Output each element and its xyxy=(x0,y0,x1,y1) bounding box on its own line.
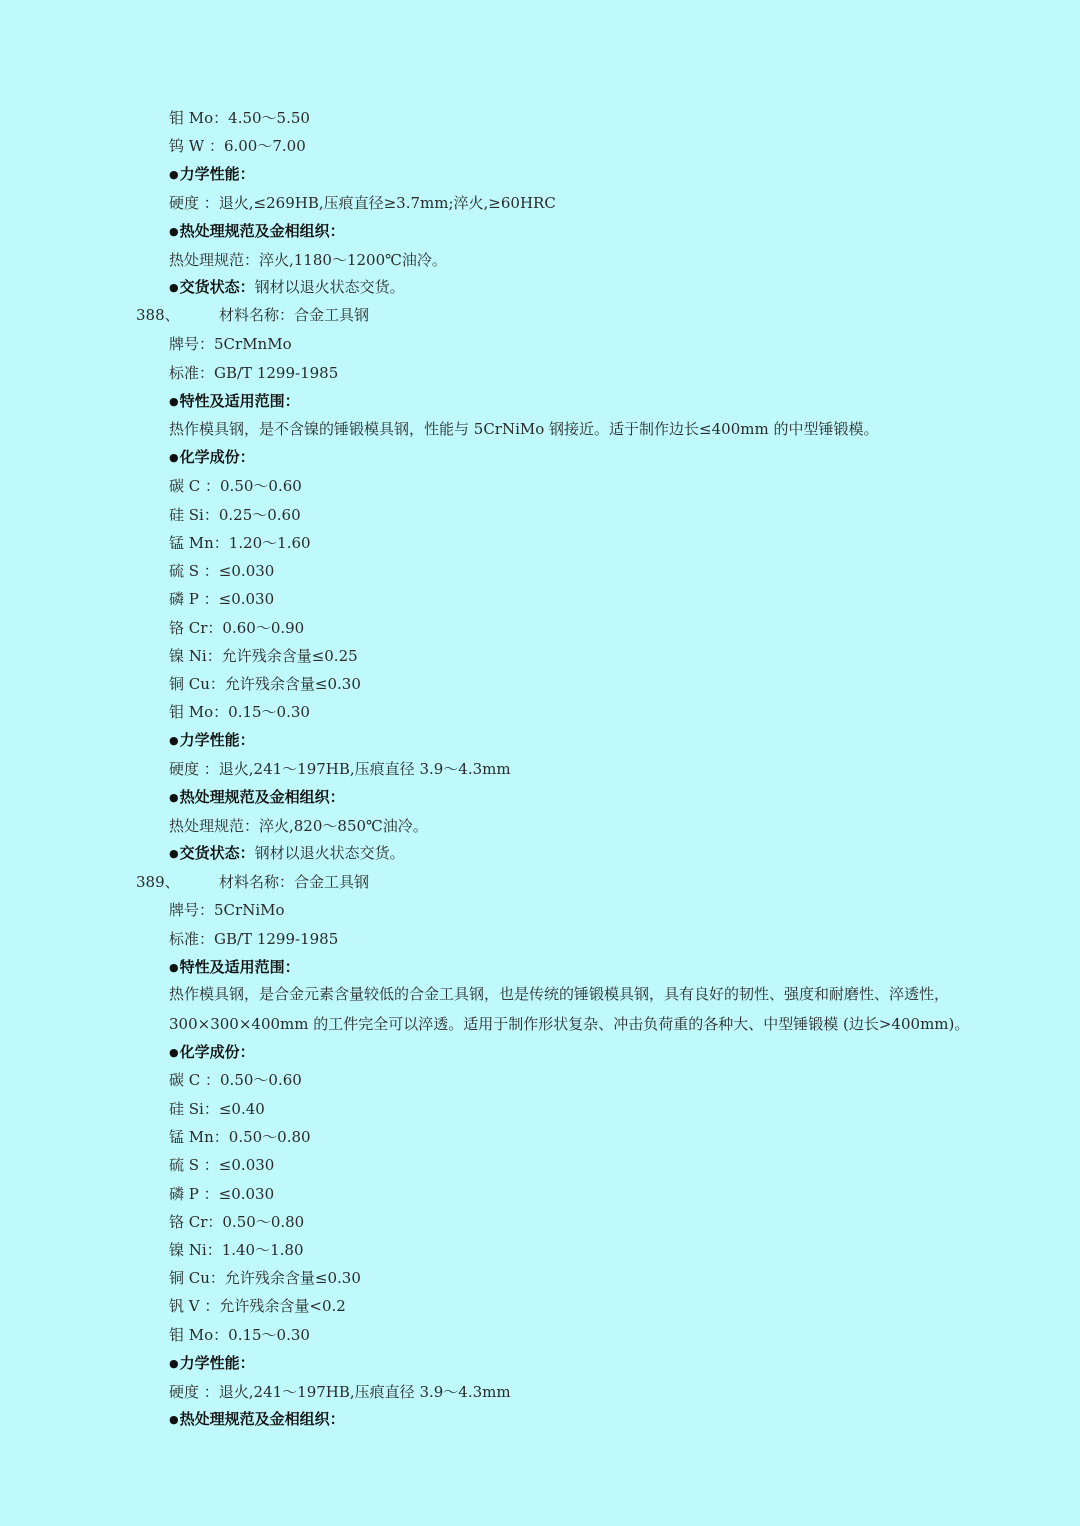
bullet-icon: ● xyxy=(169,168,179,181)
entry-389-grade: 牌号：5CrNiMo xyxy=(169,901,285,919)
chem-row: 硅 Si：0.25～0.60 xyxy=(169,506,301,524)
bullet-icon: ● xyxy=(169,734,179,747)
chem-row: 硫 S ：≤0.030 xyxy=(169,1156,275,1174)
chem-row: 镍 Ni：1.40～1.80 xyxy=(169,1241,304,1259)
heading-text: 化学成份： xyxy=(179,1043,255,1061)
top-w: 钨 W ：6.00～7.00 xyxy=(169,137,306,155)
top-mo: 钼 Mo：4.50～5.50 xyxy=(169,109,310,127)
chem-row: 铬 Cr：0.60～0.90 xyxy=(169,619,305,637)
chem-row: 铜 Cu：允许残余含量≤0.30 xyxy=(169,1269,361,1287)
chem-row: 碳 C ：0.50～0.60 xyxy=(169,477,302,495)
chem-row: 钒 V ：允许残余含量<0.2 xyxy=(169,1297,346,1315)
chem-row: 铬 Cr：0.50～0.80 xyxy=(169,1213,305,1231)
heading-text: 交货状态： xyxy=(179,278,255,296)
bullet-icon: ● xyxy=(169,1357,179,1370)
bullet-icon: ● xyxy=(169,1046,179,1059)
heading-text: 力学性能： xyxy=(179,731,255,749)
delivery-text: 钢材以退火状态交货。 xyxy=(254,278,405,296)
bullet-icon: ● xyxy=(169,281,179,294)
entry-388-mech-heading xyxy=(169,730,255,751)
entry-388-delivery xyxy=(169,843,405,864)
entry-388-feature-heading xyxy=(169,391,300,412)
chem-row: 硅 Si：≤0.40 xyxy=(169,1100,265,1118)
bullet-icon: ● xyxy=(169,451,179,464)
heading-text: 交货状态： xyxy=(179,844,255,862)
entry-389-mech-heading xyxy=(169,1353,255,1374)
entry-389-hardness: 硬度 ：退火,241～197HB,压痕直径 3.9～4.3mm xyxy=(169,1383,511,1401)
entry-389-feature-heading xyxy=(169,957,300,978)
heading-text: 热处理规范及金相组织： xyxy=(179,222,345,240)
heading-text: 热处理规范及金相组织： xyxy=(179,788,345,806)
entry-388-material: 材料名称：合金工具钢 xyxy=(219,306,370,324)
entry-389-standard: 标准：GB/T 1299-1985 xyxy=(169,930,339,948)
entry-389-feature-text-2: 300×300×400mm 的工件完全可以淬透。适用于制作形状复杂、冲击负荷重的各种大、中型锤锻模 (边长>400mm)。 xyxy=(169,1015,970,1033)
entry-388-heat-heading xyxy=(169,787,345,808)
top-mech-heading xyxy=(169,164,255,185)
heading-text: 力学性能： xyxy=(179,165,255,183)
entry-389-material: 材料名称：合金工具钢 xyxy=(219,873,370,891)
heading-text: 特性及适用范围： xyxy=(179,958,300,976)
entry-388-grade: 牌号：5CrMnMo xyxy=(169,335,292,353)
chem-row: 锰 Mn：1.20～1.60 xyxy=(169,534,311,552)
chem-row: 铜 Cu：允许残余含量≤0.30 xyxy=(169,675,361,693)
heading-text: 力学性能： xyxy=(179,1354,255,1372)
chem-row: 硫 S ：≤0.030 xyxy=(169,562,275,580)
bullet-icon: ● xyxy=(169,847,179,860)
entry-388-hardness: 硬度 ：退火,241～197HB,压痕直径 3.9～4.3mm xyxy=(169,760,511,778)
chem-row: 锰 Mn：0.50～0.80 xyxy=(169,1128,311,1146)
top-delivery xyxy=(169,277,405,298)
heading-text: 特性及适用范围： xyxy=(179,392,300,410)
chem-row: 钼 Mo：0.15～0.30 xyxy=(169,703,310,721)
chem-row: 磷 P ：≤0.030 xyxy=(169,590,275,608)
bullet-icon: ● xyxy=(169,791,179,804)
chem-row: 碳 C ：0.50～0.60 xyxy=(169,1071,302,1089)
entry-388-feature-text: 热作模具钢，是不含镍的锤锻模具钢，性能与 5CrNiMo 钢接近。适于制作边长≤400mm 的中型锤锻模。 xyxy=(169,420,879,438)
entry-389-feature-text-1: 热作模具钢，是合金元素含量较低的合金工具钢，也是传统的锤锻模具钢，具有良好的韧性、强度和耐磨性、淬透性， xyxy=(169,985,950,1003)
top-heat-heading xyxy=(169,221,345,242)
chem-row: 磷 P ：≤0.030 xyxy=(169,1185,275,1203)
entry-388-number: 388、 xyxy=(136,306,180,324)
entry-388-chem-heading xyxy=(169,447,255,468)
heading-text: 化学成份： xyxy=(179,448,255,466)
bullet-icon: ● xyxy=(169,395,179,408)
entry-388-standard: 标准：GB/T 1299-1985 xyxy=(169,364,339,382)
entry-389-chem-heading xyxy=(169,1042,255,1063)
delivery-text: 钢材以退火状态交货。 xyxy=(254,844,405,862)
chem-row: 镍 Ni：允许残余含量≤0.25 xyxy=(169,647,358,665)
entry-389-number: 389、 xyxy=(136,873,180,891)
bullet-icon: ● xyxy=(169,225,179,238)
bullet-icon: ● xyxy=(169,1413,179,1426)
top-hardness: 硬度 ：退火,≤269HB,压痕直径≥3.7mm;淬火,≥60HRC xyxy=(169,194,556,212)
top-heat: 热处理规范：淬火,1180～1200℃油冷。 xyxy=(169,251,447,269)
heading-text: 热处理规范及金相组织： xyxy=(179,1410,345,1428)
chem-row: 钼 Mo：0.15～0.30 xyxy=(169,1326,310,1344)
entry-388-heat: 热处理规范：淬火,820～850℃油冷。 xyxy=(169,817,428,835)
entry-389-heat-heading xyxy=(169,1409,345,1430)
bullet-icon: ● xyxy=(169,961,179,974)
